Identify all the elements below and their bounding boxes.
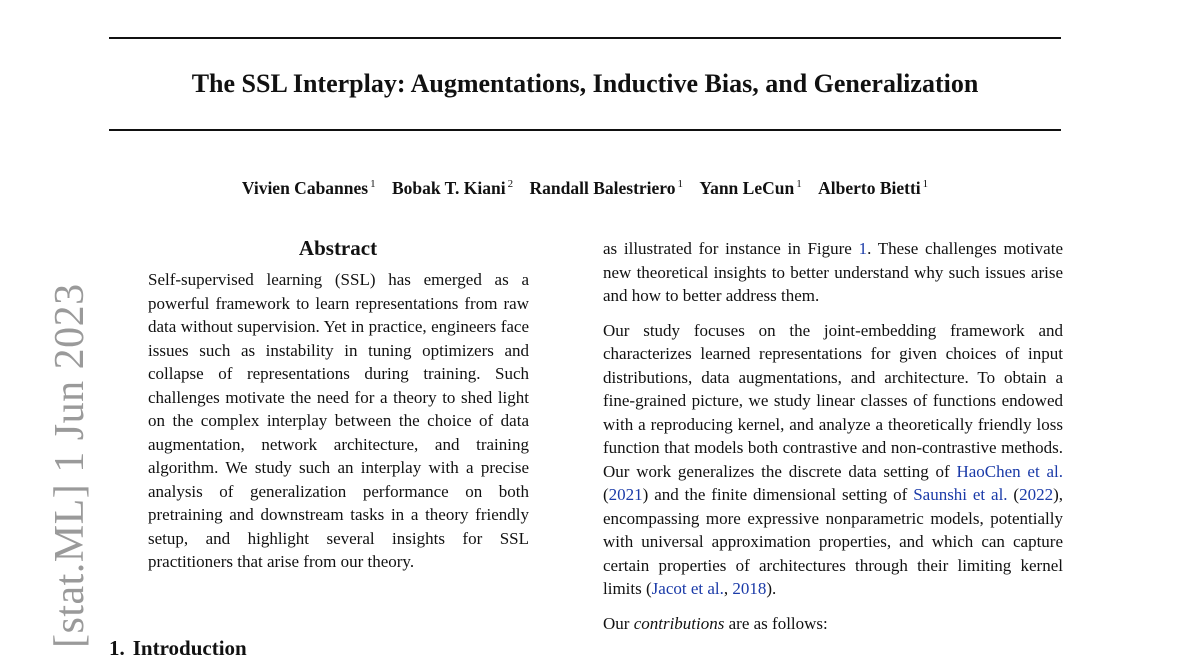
paper-title: The SSL Interplay: Augmentations, Inductive Bias, and Generalization [191, 69, 979, 98]
right-column [603, 237, 1063, 646]
paragraph: Our contributions are as follows: [603, 613, 828, 633]
abstract-heading: Abstract [298, 236, 378, 260]
paragraph: as illustrated for instance in Figure 1. These challenges motivate new theoretical insights to better understand why such issues arise and how to better address them. [603, 239, 1063, 305]
title-bottom-rule [109, 129, 1061, 131]
author: Alberto Bietti $^1$ [818, 178, 929, 198]
figure-link[interactable]: 1 [858, 239, 868, 258]
author: Vivien Cabannes $^1$ [241, 178, 376, 198]
citation-link[interactable]: Saunshi et al. [913, 485, 1008, 504]
section-heading: 1. Introduction [109, 636, 247, 660]
arxiv-stamp: [stat.ML] 1 Jun 2023 [47, 283, 93, 648]
paragraph: Our study focuses on the joint-embedding framework and characterizes learned representations for given choices of input distributions, data augmentations, and architecture. To obtain a fine-grained picture, we study linear classes of functions endowed with a reproducing kernel, and analyze a theoretically friendly loss function that models both contrastive and non-contrastive methods. Our work generalizes the discrete data setting of HaoChen et al. (2021) and the finite dimensional setting of Saunshi et al. (2022), encompassing more expressive nonparametric models, potentially with universal approximation properties, and which can capture certain properties of architectures through their limiting kernel limits (Jacot et al., 2018). [603, 320, 1063, 598]
author-list [0, 172, 1170, 200]
citation-link[interactable]: HaoChen et al. [956, 461, 1063, 481]
top-rule [109, 37, 1061, 39]
abstract-body [148, 268, 529, 574]
author: Bobak T. Kiani $^2$ [391, 178, 514, 198]
author: Randall Balestriero $^1$ [529, 178, 683, 198]
abstract-text: Self-supervised learning (SSL) has emerged as a powerful framework to learn representations from raw data without supervision. Yet in practice, engineers face issues such as instability in tuning optimizers and collapse of representations during training. Such challenges motivate the need for a theory to shed light on the complex interplay between the choice of data augmentation, network architecture, and training algorithm. We study such an interplay with a precise analysis of generalization performance on both pretraining and downstream tasks in a theory friendly setup, and highlight several insights for SSL practitioners that arise from our theory. [148, 270, 529, 571]
citation-year-link[interactable]: 2022 [1019, 485, 1054, 504]
citation-link[interactable]: Jacot et al. [651, 579, 724, 598]
citation-year-link[interactable]: 2021 [608, 485, 643, 504]
author: Yann LeCun $^1$ [699, 178, 802, 198]
citation-year-link[interactable]: 2018 [732, 579, 767, 598]
